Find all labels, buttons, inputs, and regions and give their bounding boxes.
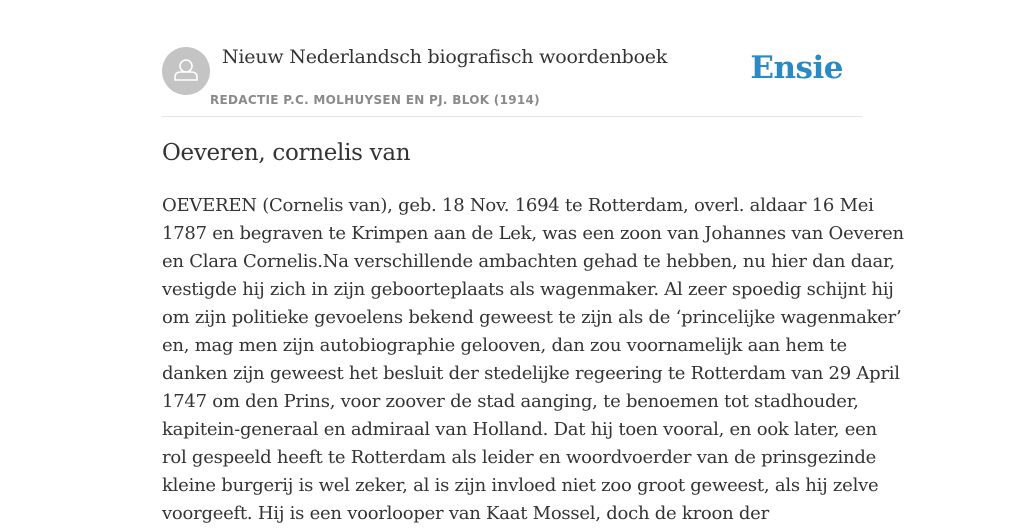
- entry-text-line: en Clara Cornelis.Na verschillende ambachten gehad te hebben, nu hier dan daar,: [162, 251, 895, 272]
- entry-text-line: 1787 en begraven te Krimpen aan de Lek, was een zoon van Johannes van Oeveren: [162, 223, 904, 244]
- entry-text-line: danken zijn geweest het besluit der stedelijke regeering te Rotterdam van 29 April: [162, 363, 900, 384]
- avatar[interactable]: [162, 47, 210, 95]
- entry-text-line: voorgeeft. Hij is een voorlooper van Kaat Mossel, doch de kroon der: [162, 503, 769, 524]
- entry-text-line: kapitein-generaal en admiraal van Holland. Dat hij toen vooral, en ook later, een: [162, 419, 877, 440]
- entry-title: Oeveren, cornelis van: [162, 140, 411, 166]
- user-icon: [162, 47, 210, 95]
- entry-text-line: 1747 om den Prins, voor zoover de stad aanging, te benoemen tot stadhouder,: [162, 391, 859, 412]
- entry-text-line: OEVEREN (Cornelis van), geb. 18 Nov. 1694 te Rotterdam, overl. aldaar 16 Mei: [162, 195, 874, 216]
- book-editor: REDACTIE P.C. MOLHUYSEN EN PJ. BLOK (1914): [210, 93, 540, 107]
- entry-body: [162, 192, 904, 528]
- entry-text-line: vestigde hij zich in zijn geboorteplaats als wagenmaker. Al zeer spoedig schijnt hij: [162, 279, 894, 300]
- site-header: [162, 46, 862, 117]
- entry-text-line: rol gespeeld heeft te Rotterdam als leider en woordvoerder van de prinsgezinde: [162, 447, 876, 468]
- site-logo[interactable]: Ensie: [750, 50, 843, 86]
- entry-text-line: en, mag men zijn autobiographie gelooven, dan zou voornamelijk aan hem te: [162, 335, 847, 356]
- entry-text-line: kleine burgerij is wel zeker, al is zijn invloed niet zoo groot geweest, als hij zelve: [162, 475, 879, 496]
- book-title[interactable]: Nieuw Nederlandsch biografisch woordenboek: [222, 46, 668, 68]
- entry-text-line: om zijn politieke gevoelens bekend geweest te zijn als de ‘princelijke wagenmaker’: [162, 307, 902, 328]
